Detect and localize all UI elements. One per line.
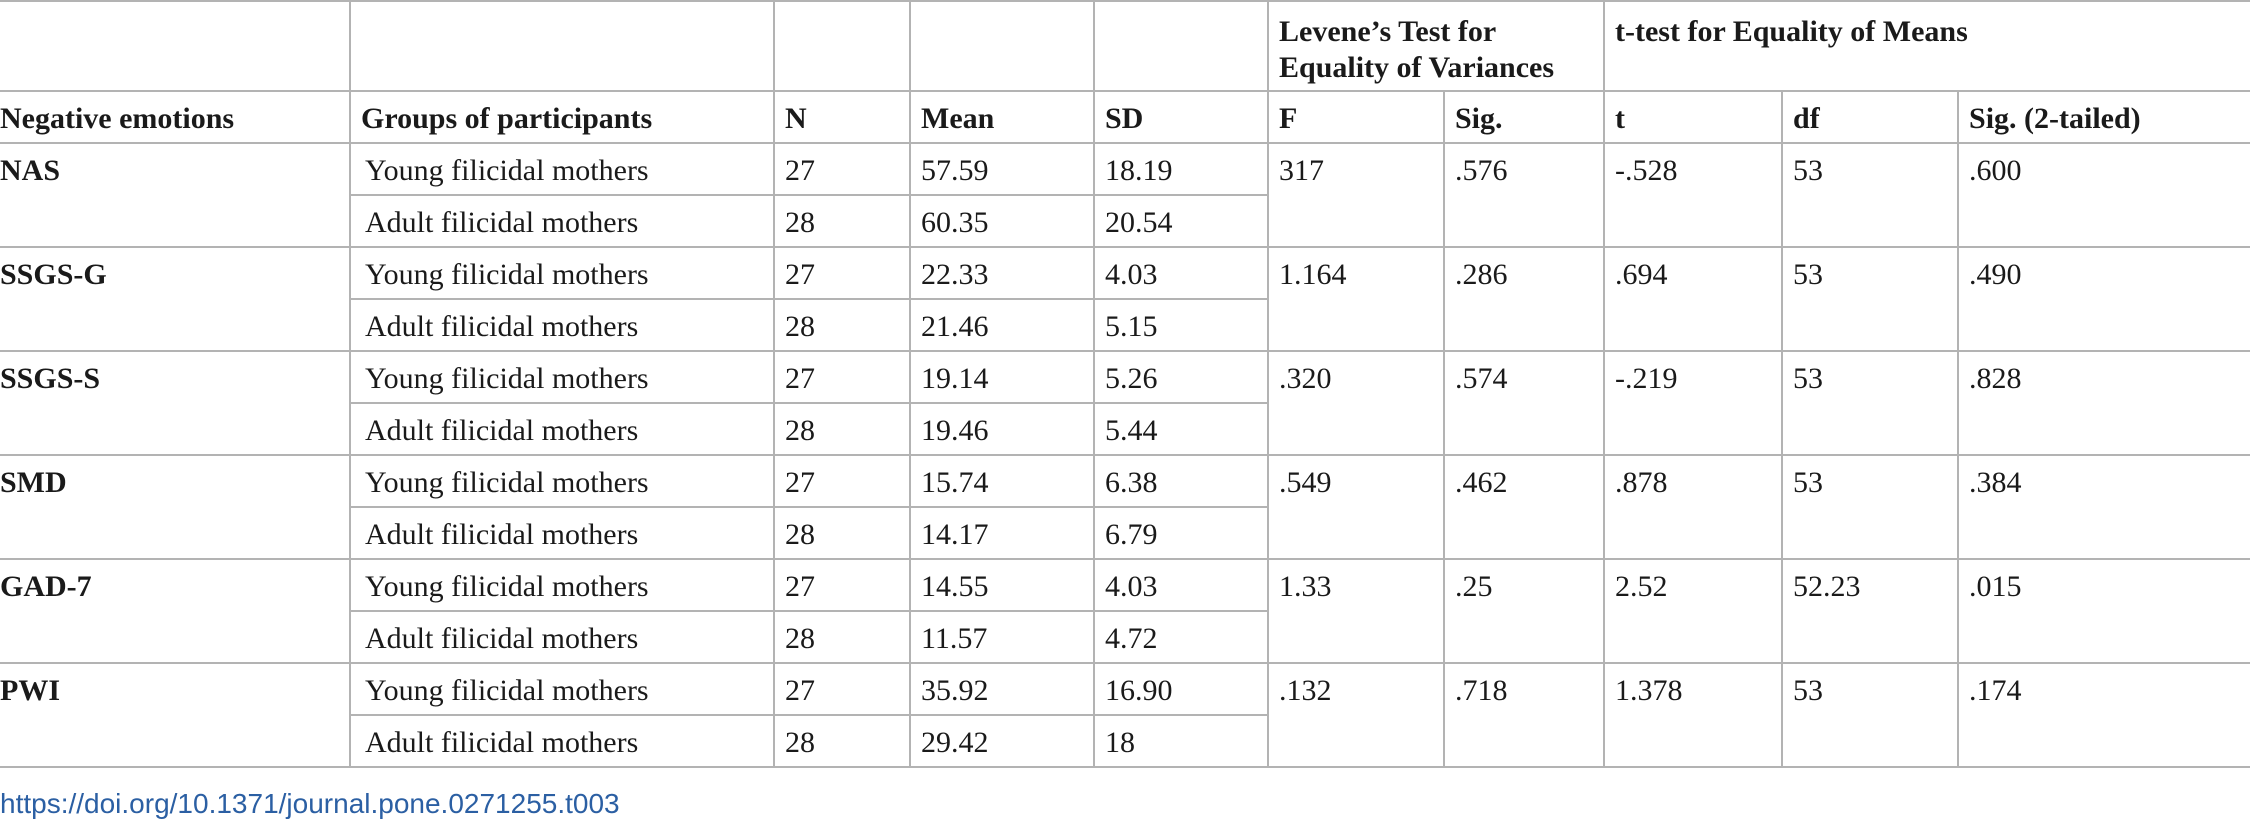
mean-cell: 21.46 <box>910 299 1094 351</box>
sig-2-tailed-cell: .490 <box>1958 247 2250 351</box>
sd-cell: 18.19 <box>1094 143 1268 195</box>
df-cell: 53 <box>1782 663 1958 767</box>
mean-cell: 57.59 <box>910 143 1094 195</box>
col-header-f: F <box>1268 91 1444 143</box>
group-cell: Young filicidal mothers <box>350 247 774 299</box>
empty-header-cell <box>0 1 350 91</box>
group-cell: Adult filicidal mothers <box>350 195 774 247</box>
sd-cell: 4.72 <box>1094 611 1268 663</box>
empty-header-cell <box>1094 1 1268 91</box>
df-cell: 53 <box>1782 455 1958 559</box>
sd-cell: 4.03 <box>1094 247 1268 299</box>
f-cell: .320 <box>1268 351 1444 455</box>
group-cell: Young filicidal mothers <box>350 663 774 715</box>
mean-cell: 29.42 <box>910 715 1094 767</box>
df-cell: 53 <box>1782 143 1958 247</box>
mean-cell: 35.92 <box>910 663 1094 715</box>
df-cell: 53 <box>1782 247 1958 351</box>
f-cell: 317 <box>1268 143 1444 247</box>
f-cell: .132 <box>1268 663 1444 767</box>
df-cell: 53 <box>1782 351 1958 455</box>
sig-cell: .574 <box>1444 351 1604 455</box>
doi-link[interactable]: https://doi.org/10.1371/journal.pone.0271255.t003 <box>0 788 620 819</box>
table-row <box>0 559 2250 611</box>
mean-cell: 19.46 <box>910 403 1094 455</box>
sd-cell: 16.90 <box>1094 663 1268 715</box>
sig-2-tailed-cell: .384 <box>1958 455 2250 559</box>
col-header-t: t <box>1604 91 1782 143</box>
group-cell: Young filicidal mothers <box>350 351 774 403</box>
n-cell: 27 <box>774 247 910 299</box>
header-row-groups <box>0 1 2250 91</box>
n-cell: 27 <box>774 455 910 507</box>
sd-cell: 4.03 <box>1094 559 1268 611</box>
n-cell: 27 <box>774 663 910 715</box>
f-cell: 1.33 <box>1268 559 1444 663</box>
mean-cell: 14.55 <box>910 559 1094 611</box>
sig-2-tailed-cell: .015 <box>1958 559 2250 663</box>
mean-cell: 22.33 <box>910 247 1094 299</box>
emotion-cell: SSGS-G <box>0 247 350 351</box>
table-row <box>0 351 2250 403</box>
col-header-sd: SD <box>1094 91 1268 143</box>
sig-cell: .718 <box>1444 663 1604 767</box>
n-cell: 28 <box>774 507 910 559</box>
col-header-groups: Groups of participants <box>350 91 774 143</box>
t-cell: -.528 <box>1604 143 1782 247</box>
group-cell: Adult filicidal mothers <box>350 403 774 455</box>
levene-group-header: Levene’s Test for Equality of Variances <box>1268 1 1604 91</box>
group-cell: Adult filicidal mothers <box>350 715 774 767</box>
sig-2-tailed-cell: .600 <box>1958 143 2250 247</box>
ttest-group-header: t-test for Equality of Means <box>1604 1 2250 91</box>
n-cell: 28 <box>774 715 910 767</box>
f-cell: .549 <box>1268 455 1444 559</box>
t-cell: .878 <box>1604 455 1782 559</box>
n-cell: 27 <box>774 351 910 403</box>
col-header-negative-emotions: Negative emotions <box>0 91 350 143</box>
group-cell: Adult filicidal mothers <box>350 507 774 559</box>
emotion-cell: PWI <box>0 663 350 767</box>
table-row <box>0 143 2250 195</box>
sig-cell: .286 <box>1444 247 1604 351</box>
mean-cell: 19.14 <box>910 351 1094 403</box>
mean-cell: 11.57 <box>910 611 1094 663</box>
emotion-cell: GAD-7 <box>0 559 350 663</box>
t-cell: .694 <box>1604 247 1782 351</box>
group-cell: Adult filicidal mothers <box>350 299 774 351</box>
table-row <box>0 663 2250 715</box>
col-header-n: N <box>774 91 910 143</box>
sig-2-tailed-cell: .828 <box>1958 351 2250 455</box>
col-header-sig-2-tailed: Sig. (2-tailed) <box>1958 91 2250 143</box>
n-cell: 28 <box>774 611 910 663</box>
sd-cell: 5.26 <box>1094 351 1268 403</box>
n-cell: 27 <box>774 143 910 195</box>
sd-cell: 20.54 <box>1094 195 1268 247</box>
col-header-df: df <box>1782 91 1958 143</box>
sd-cell: 5.15 <box>1094 299 1268 351</box>
sd-cell: 6.38 <box>1094 455 1268 507</box>
df-cell: 52.23 <box>1782 559 1958 663</box>
col-header-sig: Sig. <box>1444 91 1604 143</box>
empty-header-cell <box>910 1 1094 91</box>
sd-cell: 6.79 <box>1094 507 1268 559</box>
header-row-columns <box>0 91 2250 143</box>
group-cell: Adult filicidal mothers <box>350 611 774 663</box>
emotion-cell: SMD <box>0 455 350 559</box>
mean-cell: 15.74 <box>910 455 1094 507</box>
table-row <box>0 247 2250 299</box>
group-cell: Young filicidal mothers <box>350 455 774 507</box>
n-cell: 28 <box>774 195 910 247</box>
sig-cell: .25 <box>1444 559 1604 663</box>
group-cell: Young filicidal mothers <box>350 143 774 195</box>
emotion-cell: NAS <box>0 143 350 247</box>
sd-cell: 18 <box>1094 715 1268 767</box>
t-cell: -.219 <box>1604 351 1782 455</box>
sd-cell: 5.44 <box>1094 403 1268 455</box>
group-cell: Young filicidal mothers <box>350 559 774 611</box>
t-cell: 2.52 <box>1604 559 1782 663</box>
col-header-mean: Mean <box>910 91 1094 143</box>
mean-cell: 60.35 <box>910 195 1094 247</box>
emotion-cell: SSGS-S <box>0 351 350 455</box>
n-cell: 28 <box>774 403 910 455</box>
sig-cell: .576 <box>1444 143 1604 247</box>
empty-header-cell <box>350 1 774 91</box>
t-cell: 1.378 <box>1604 663 1782 767</box>
n-cell: 27 <box>774 559 910 611</box>
empty-header-cell <box>774 1 910 91</box>
n-cell: 28 <box>774 299 910 351</box>
mean-cell: 14.17 <box>910 507 1094 559</box>
sig-cell: .462 <box>1444 455 1604 559</box>
sig-2-tailed-cell: .174 <box>1958 663 2250 767</box>
f-cell: 1.164 <box>1268 247 1444 351</box>
table-row <box>0 455 2250 507</box>
